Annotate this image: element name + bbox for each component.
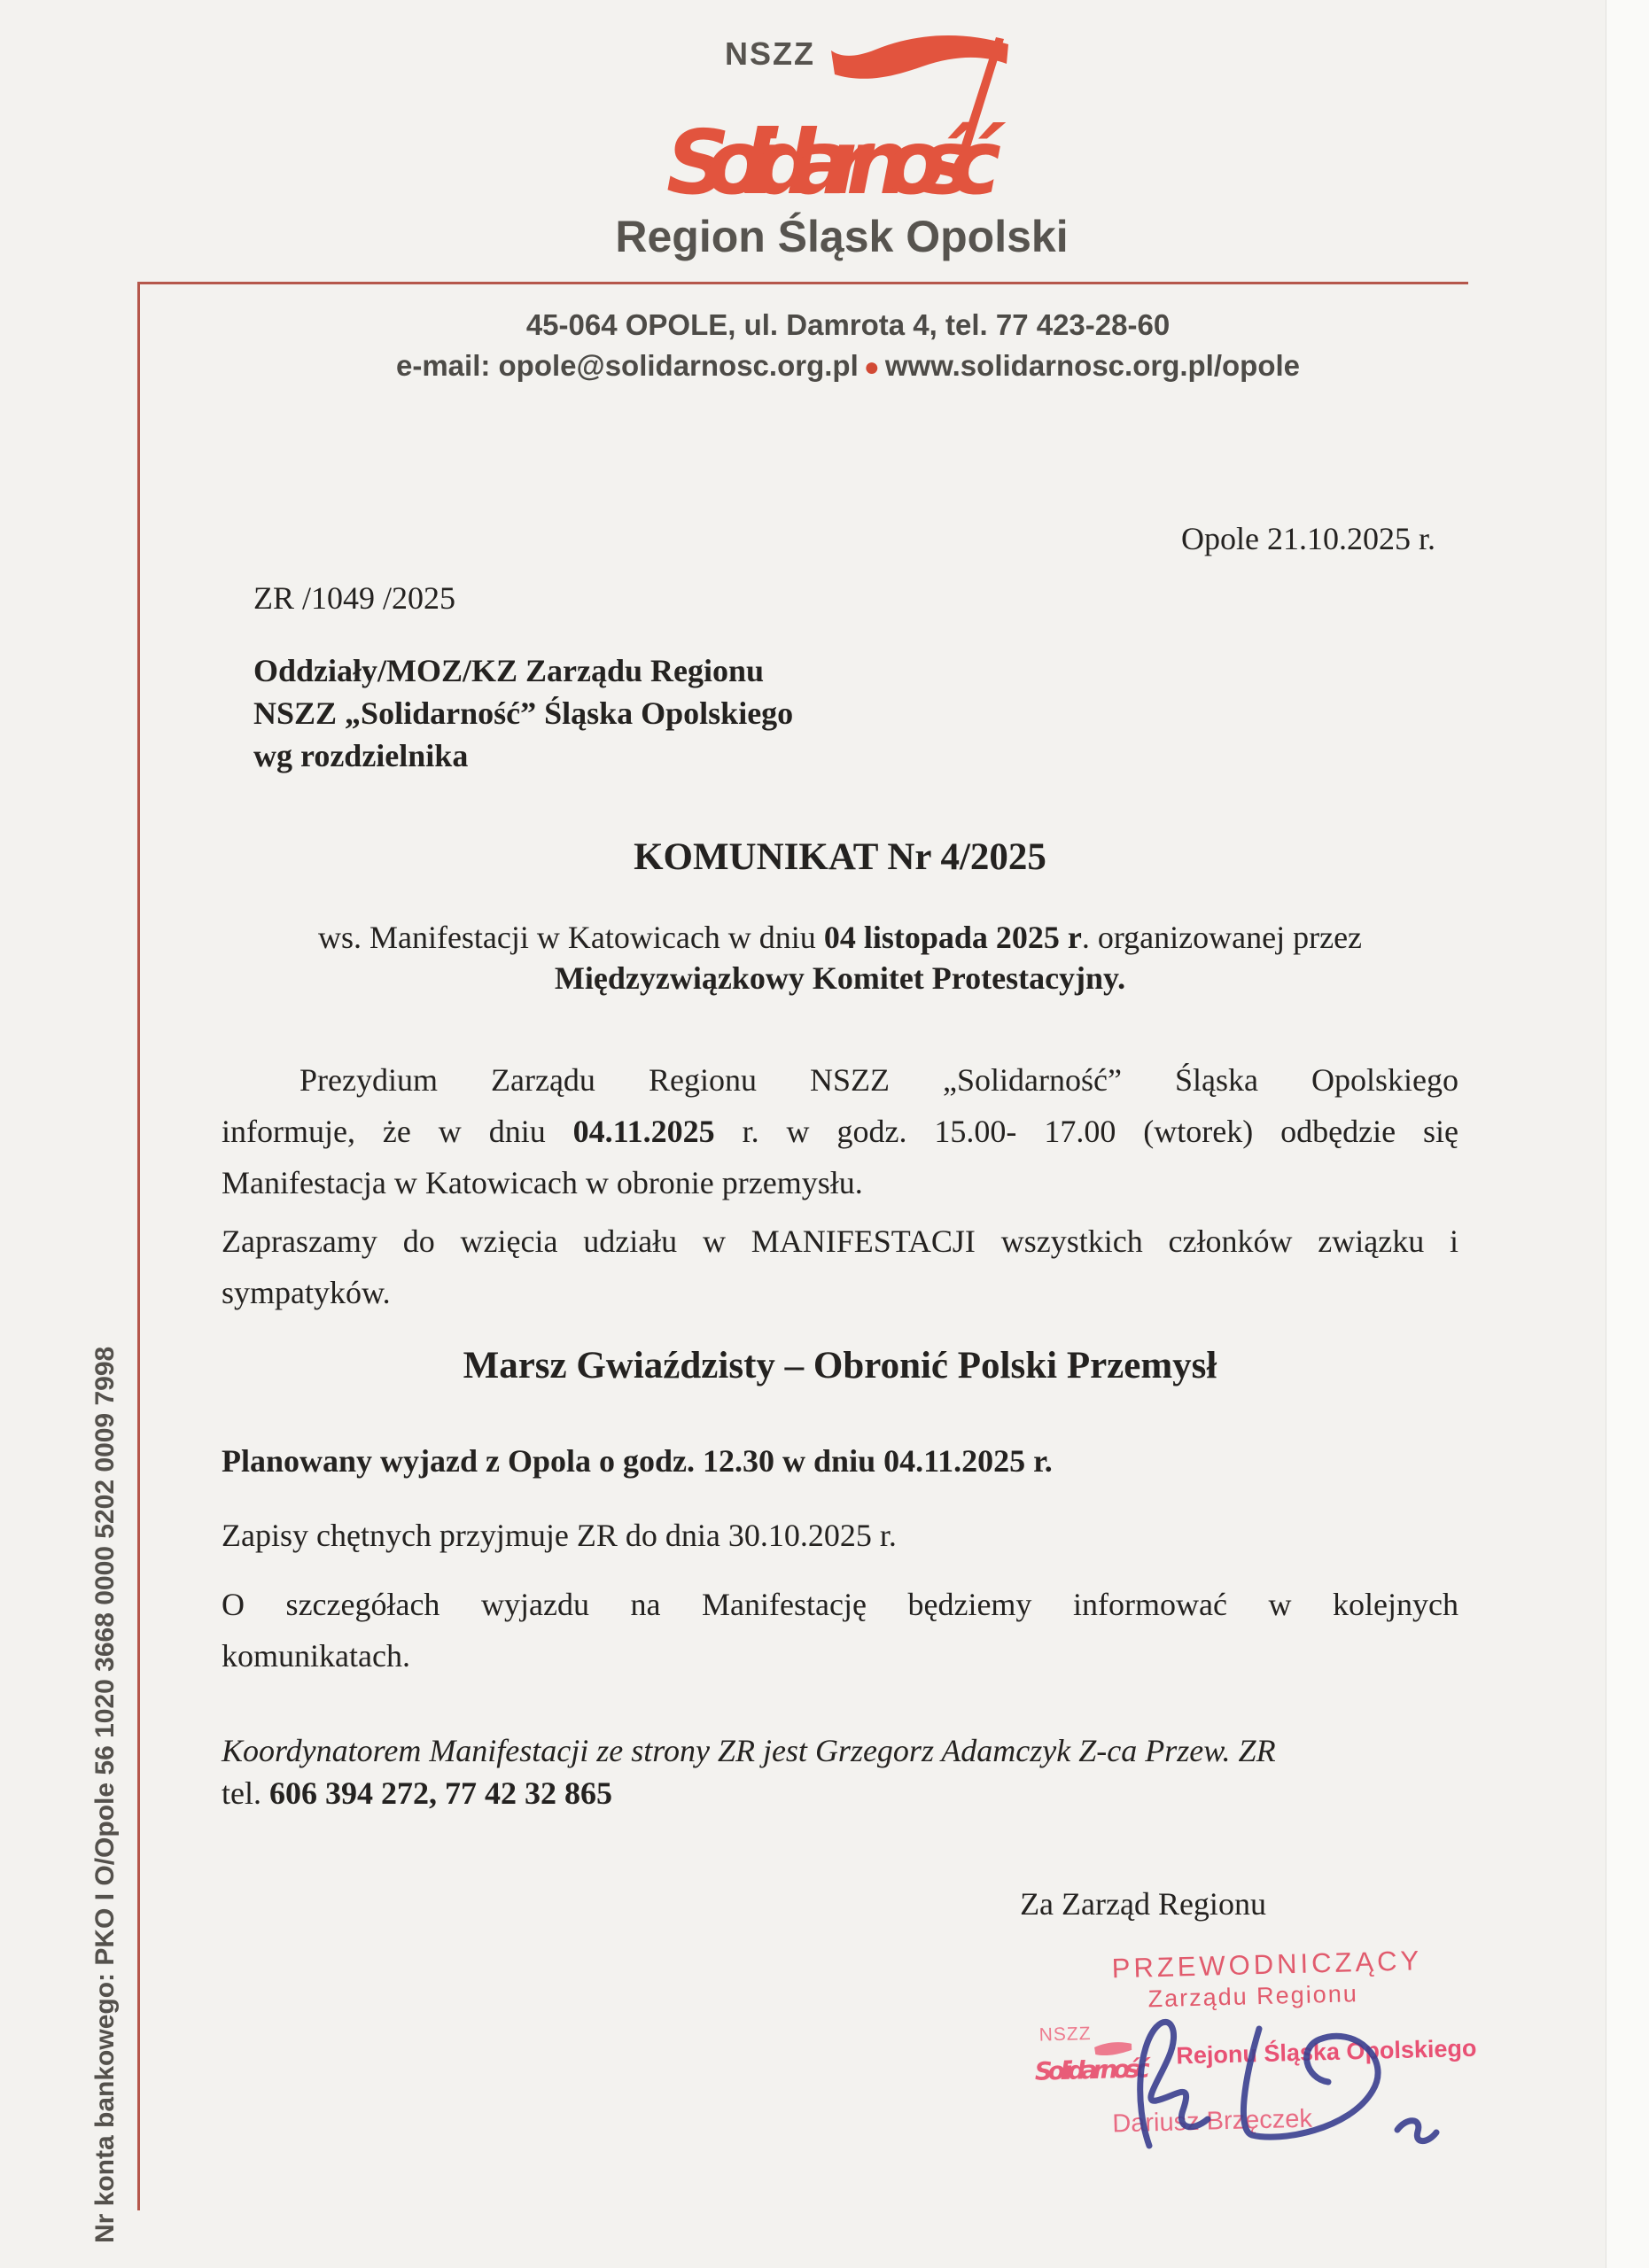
- subject-pre: ws. Manifestacji w Katowicach w dniu: [317, 920, 824, 955]
- paragraph-3-line-1: O szczegółach wyjazdu na Manifestację będziemy informować w kolejnych: [222, 1587, 1458, 1622]
- solidarnosc-logo-text: Solidarność: [666, 111, 996, 214]
- subject-date-bold: 04 listopada 2025 r: [823, 920, 1082, 955]
- stamp-logo-text: Solidarność: [1034, 2054, 1149, 2086]
- paragraph-2-line-2: sympatyków.: [222, 1275, 391, 1310]
- march-heading: Marsz Gwiaździsty – Obronić Polski Przemysł: [463, 1345, 1217, 1386]
- recipient-line-2: NSZZ „Solidarność” Śląska Opolskiego: [253, 695, 794, 731]
- signature-scribble: [1085, 1995, 1475, 2172]
- stamp-region-line: Rejonu Śląska Opolskiego: [1175, 2034, 1477, 2070]
- flag-icon: [831, 35, 1008, 79]
- left-border-line: [137, 282, 140, 2210]
- subject-post: . organizowanej przez: [1081, 920, 1363, 955]
- tel-label: tel.: [222, 1775, 269, 1811]
- scan-page-edge: [1606, 0, 1649, 2268]
- recipient-line-3: wg rozdzielnika: [253, 738, 469, 773]
- bullet-separator: ●: [863, 353, 880, 382]
- reference-number: ZR /1049 /2025: [253, 580, 456, 616]
- coordinator-phone-line: [222, 1773, 612, 1814]
- signup-line: Zapisy chętnych przyjmuje ZR do dnia 30.10.2025 r.: [222, 1518, 897, 1553]
- komunikat-title: KOMUNIKAT Nr 4/2025: [634, 836, 1046, 878]
- stamp-name: Dariusz Brzęczek: [1111, 2104, 1313, 2139]
- subject-line-2: Międzyzwiązkowy Komitet Protestacyjny.: [554, 960, 1126, 996]
- address-line-2: [139, 349, 1557, 383]
- stamp-title: PRZEWODNICZĄCY: [1111, 1945, 1423, 1984]
- p1-l2-post: r. w godz. 15.00- 17.00 (wtorek) odbędzie się: [714, 1114, 1458, 1149]
- solidarnosc-logo: [656, 23, 1046, 214]
- www-text: www.solidarnosc.org.pl/opole: [884, 349, 1301, 382]
- email-text: e-mail: opole@solidarnosc.org.pl: [395, 349, 859, 382]
- departure-line: Planowany wyjazd z Opola o godz. 12.30 w dniu 04.11.2025 r.: [222, 1443, 1053, 1479]
- paragraph-1: [222, 1060, 1458, 1214]
- bank-account-vertical-text: Nr konta bankowego: PKO I O/Opole 56 1020 3668 0000 5202 0009 7998: [90, 1346, 120, 2243]
- tel-numbers-bold: 606 394 272, 77 42 32 865: [268, 1775, 612, 1811]
- recipient-line-1: Oddziały/MOZ/KZ Zarządu Regionu: [253, 653, 765, 688]
- paragraph-1-line-3: Manifestacja w Katowicach w obronie przemysłu.: [222, 1165, 863, 1200]
- stamp-nszz-label: NSZZ: [1038, 2023, 1092, 2046]
- recipient-block: [253, 649, 793, 777]
- subject-line-1: [204, 917, 1476, 958]
- date-line: Opole 21.10.2025 r.: [1181, 521, 1435, 556]
- coordinator-line: Koordynatorem Manifestacji ze strony ZR jest Grzegorz Adamczyk Z-ca Przew. ZR: [222, 1733, 1276, 1768]
- paragraph-3-line-2: komunikatach.: [222, 1638, 410, 1674]
- p1-l2-pre: informuje, że w dniu: [222, 1114, 573, 1149]
- paragraph-2-line-1: Zapraszamy do wzięcia udziału w MANIFESTACJI wszystkich członków związku i: [222, 1223, 1458, 1259]
- stamp-subtitle: Zarządu Regionu: [1147, 1980, 1359, 2013]
- address-line-1: 45-064 OPOLE, ul. Damrota 4, tel. 77 423-28-60: [525, 308, 1171, 341]
- paragraph-2: [222, 1221, 1458, 1324]
- header-rule: [137, 282, 1468, 284]
- paragraph-3: [222, 1584, 1458, 1687]
- paragraph-1-line-2: [222, 1111, 1458, 1152]
- signoff-line: Za Zarząd Regionu: [1020, 1886, 1266, 1922]
- nszz-label: NSZZ: [725, 35, 815, 72]
- paragraph-1-line-1: Prezydium Zarządu Regionu NSZZ „Solidarność” Śląska Opolskiego: [299, 1062, 1458, 1098]
- p1-l2-date-bold: 04.11.2025: [572, 1114, 715, 1149]
- region-title: Region Śląsk Opolski: [615, 212, 1069, 261]
